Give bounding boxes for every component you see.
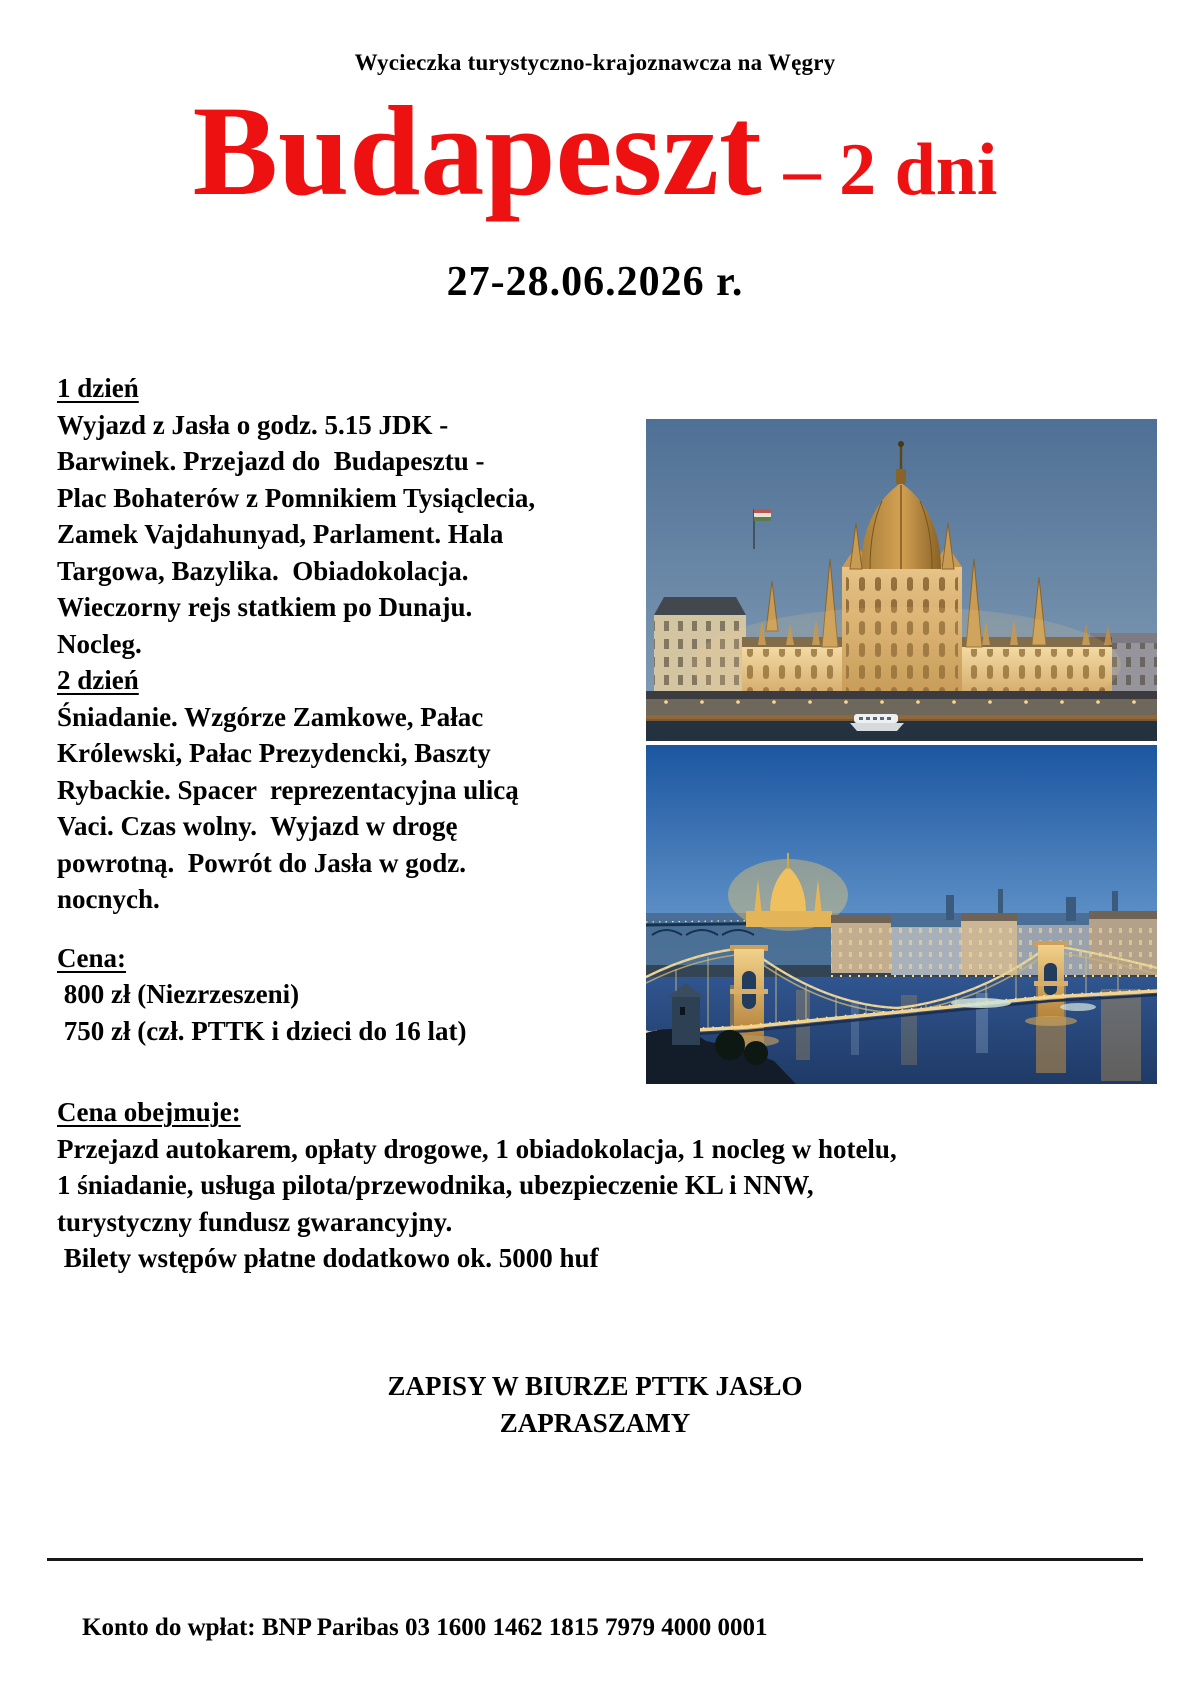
text-line: Plac Bohaterów z Pomnikiem Tysiąclecia,: [57, 482, 536, 513]
text-line: Wyjazd z Jasła o godz. 5.15 JDK -: [57, 409, 449, 440]
includes-section: [57, 1094, 1147, 1277]
itinerary-column: [57, 370, 637, 1049]
text-line: 800 zł (Niezrzeszeni): [57, 979, 300, 1009]
page-title: [0, 80, 1190, 222]
day2-text: [57, 699, 637, 918]
text-line: Bilety wstępów płatne dodatkowo ok. 5000 huf: [57, 1243, 599, 1273]
photo-parliament-dusk: [646, 419, 1157, 741]
signup-line1: ZAPISY W BIURZE PTTK JASŁO: [387, 1371, 803, 1401]
text-line: powrotną. Powrót do Jasła w godz.: [57, 847, 467, 878]
day1-text: [57, 407, 637, 663]
text-line: turystyczny fundusz gwarancyjny.: [57, 1206, 453, 1237]
text-line: Vaci. Czas wolny. Wyjazd w drogę: [57, 811, 458, 841]
day2-heading: 2 dzień: [57, 665, 139, 695]
text-line: Zamek Vajdahunyad, Parlament. Hala: [57, 519, 504, 549]
title-main: Budapeszt: [192, 80, 762, 222]
chain-bridge-illustration: [646, 745, 1157, 1084]
title-suffix: – 2 dni: [783, 129, 998, 211]
flyer-header: [0, 50, 1190, 76]
tour-boat: [850, 714, 904, 731]
text-line: Targowa, Bazylika. Obiadokolacja.: [57, 555, 469, 586]
photo-chain-bridge-night: [646, 745, 1157, 1084]
text-line: Rybackie. Spacer reprezentacyjna ulicą: [57, 774, 519, 805]
bank-account-text: Konto do wpłat: BNP Paribas 03 1600 1462 1815 7979 4000 0001: [82, 1614, 768, 1641]
price-lines: [57, 976, 637, 1049]
text-line: Barwinek. Przejazd do Budapesztu -: [57, 446, 485, 476]
text-line: 750 zł (czł. PTTK i dzieci do 16 lat): [57, 1015, 467, 1046]
price-block: [57, 940, 637, 1050]
signup-line2: ZAPRASZAMY: [499, 1408, 691, 1438]
text-line: Nocleg.: [57, 628, 142, 659]
includes-heading: Cena obejmuje:: [57, 1097, 241, 1127]
price-heading: Cena:: [57, 942, 126, 973]
trip-date-text: 27-28.06.2026 r.: [446, 259, 744, 305]
signup-block: [0, 1368, 1190, 1442]
text-line: Przejazd autokarem, opłaty drogowe, 1 obiadokolacja, 1 nocleg w hotelu,: [57, 1133, 897, 1164]
text-line: Wieczorny rejs statkiem po Dunaju.: [57, 592, 473, 622]
photo-column: [646, 419, 1157, 1084]
header-text: Wycieczka turystyczno-krajoznawcza na Węgry: [354, 50, 836, 75]
text-line: Śniadanie. Wzgórze Zamkowe, Pałac: [57, 701, 484, 732]
includes-text: [57, 1131, 1147, 1277]
bank-account-line: [57, 1586, 767, 1670]
text-line: Królewski, Pałac Prezydencki, Baszty: [57, 738, 491, 768]
text-line: nocnych.: [57, 884, 160, 914]
footer-divider: [47, 1558, 1143, 1561]
day1-heading: 1 dzień: [57, 373, 139, 403]
parliament-illustration: [646, 419, 1157, 741]
text-line: 1 śniadanie, usługa pilota/przewodnika, ubezpieczenie KL i NNW,: [57, 1170, 814, 1200]
trip-date: [0, 258, 1190, 306]
